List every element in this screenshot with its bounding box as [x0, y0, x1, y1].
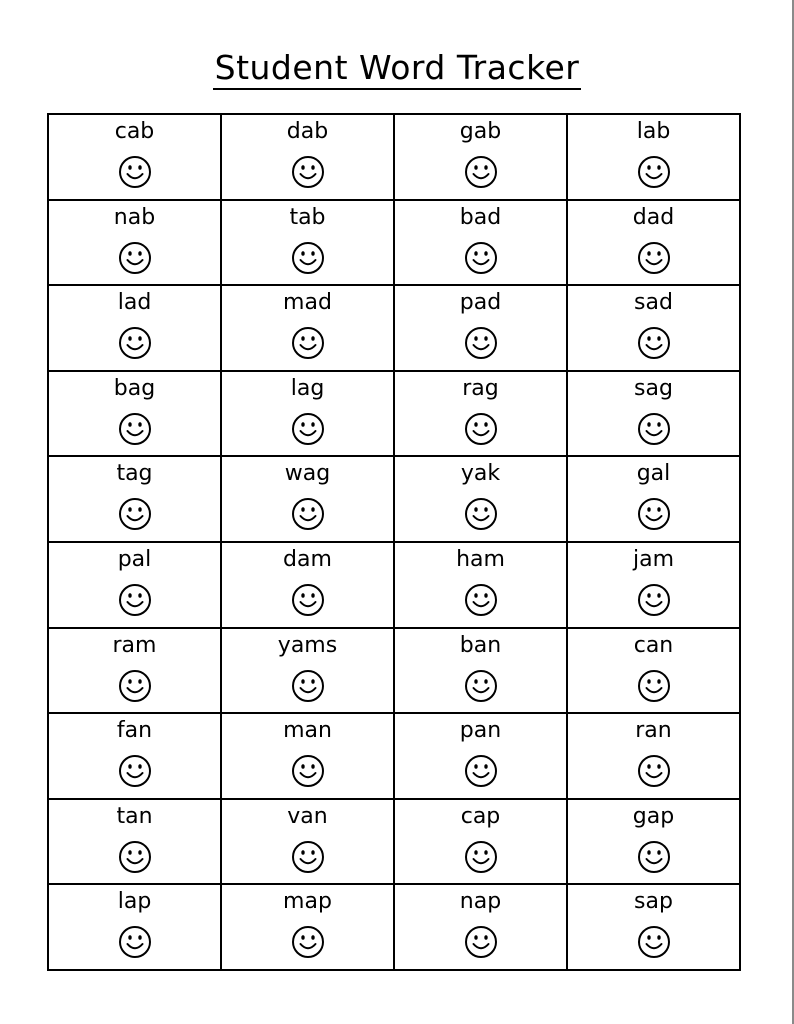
smiley-face-icon	[118, 155, 152, 189]
word-tracker-grid	[47, 113, 741, 971]
word-label: cab	[114, 119, 155, 144]
word-cell	[222, 372, 395, 458]
word-cell	[49, 629, 222, 715]
smiley-face-icon	[291, 669, 325, 703]
word-label: lad	[117, 290, 152, 316]
word-label: gal	[636, 461, 671, 487]
word-cell	[49, 115, 222, 201]
word-label: pad	[459, 290, 502, 316]
word-cell	[395, 457, 568, 543]
word-label: gap	[632, 803, 675, 829]
word-cell	[222, 629, 395, 715]
word-label: map	[283, 889, 332, 915]
smiley-face-icon	[637, 754, 671, 788]
word-cell	[568, 629, 741, 715]
word-label: tan	[116, 803, 153, 829]
smiley-face-icon	[637, 155, 671, 189]
smiley-face-icon	[291, 925, 325, 959]
word-label: sag	[634, 375, 673, 401]
word-cell	[49, 714, 222, 800]
smiley-face-icon	[118, 326, 152, 360]
word-label: wag	[284, 461, 331, 487]
smiley-face-icon	[637, 497, 671, 531]
word-cell	[222, 885, 395, 971]
smiley-face-icon	[118, 412, 152, 446]
word-cell	[395, 372, 568, 458]
smiley-face-icon	[291, 412, 325, 446]
word-label: jam	[632, 546, 675, 572]
word-label: sad	[634, 290, 673, 316]
smiley-face-icon	[464, 326, 498, 360]
word-label: ham	[456, 546, 505, 572]
smiley-face-icon	[464, 583, 498, 617]
smiley-face-icon	[464, 241, 498, 275]
smiley-face-icon	[637, 241, 671, 275]
word-cell	[49, 885, 222, 971]
smiley-face-icon	[637, 925, 671, 959]
word-cell	[222, 543, 395, 629]
word-label: nab	[113, 204, 156, 230]
word-cell	[49, 457, 222, 543]
word-cell	[395, 286, 568, 372]
smiley-face-icon	[291, 241, 325, 275]
smiley-face-icon	[464, 840, 498, 874]
word-cell	[49, 201, 222, 287]
word-label: van	[287, 803, 328, 829]
word-cell	[395, 115, 568, 201]
smiley-face-icon	[291, 840, 325, 874]
word-label: bag	[113, 375, 156, 401]
word-cell	[568, 286, 741, 372]
word-cell	[49, 372, 222, 458]
word-label: dam	[283, 546, 332, 572]
word-cell	[222, 714, 395, 800]
smiley-face-icon	[637, 326, 671, 360]
smiley-face-icon	[118, 583, 152, 617]
smiley-face-icon	[291, 155, 325, 189]
word-label: cap	[460, 803, 501, 829]
word-cell	[395, 629, 568, 715]
word-label: lab	[636, 119, 671, 144]
smiley-face-icon	[464, 669, 498, 703]
word-label: dab	[286, 119, 329, 144]
word-cell	[222, 800, 395, 886]
smiley-face-icon	[464, 412, 498, 446]
word-cell	[49, 543, 222, 629]
smiley-face-icon	[118, 669, 152, 703]
word-label: lag	[290, 375, 325, 401]
smiley-face-icon	[637, 412, 671, 446]
page-title-text: Student Word Tracker	[213, 48, 582, 90]
smiley-face-icon	[291, 754, 325, 788]
smiley-face-icon	[118, 840, 152, 874]
word-label: ram	[112, 632, 157, 658]
word-cell	[568, 885, 741, 971]
word-label: tag	[116, 461, 153, 487]
smiley-face-icon	[464, 497, 498, 531]
word-cell	[568, 714, 741, 800]
smiley-face-icon	[118, 241, 152, 275]
word-label: fan	[116, 718, 153, 744]
word-cell	[395, 800, 568, 886]
word-label: gab	[459, 119, 502, 144]
word-label: lap	[117, 889, 152, 915]
word-cell	[568, 543, 741, 629]
word-cell	[222, 286, 395, 372]
smiley-face-icon	[118, 925, 152, 959]
page-title	[0, 46, 794, 90]
smiley-face-icon	[637, 840, 671, 874]
word-label: man	[283, 718, 332, 744]
smiley-face-icon	[464, 925, 498, 959]
word-cell	[568, 372, 741, 458]
word-label: can	[633, 632, 674, 658]
word-label: bad	[459, 204, 502, 230]
smiley-face-icon	[637, 583, 671, 617]
word-label: pal	[117, 546, 152, 572]
word-label: ran	[635, 718, 672, 744]
word-cell	[395, 885, 568, 971]
word-cell	[395, 201, 568, 287]
smiley-face-icon	[291, 583, 325, 617]
word-cell	[49, 286, 222, 372]
smiley-face-icon	[464, 155, 498, 189]
word-cell	[222, 201, 395, 287]
word-label: yak	[460, 461, 501, 487]
smiley-face-icon	[291, 497, 325, 531]
word-cell	[568, 457, 741, 543]
word-cell	[49, 800, 222, 886]
word-label: rag	[462, 375, 499, 401]
word-cell	[222, 115, 395, 201]
smiley-face-icon	[464, 754, 498, 788]
word-cell	[395, 543, 568, 629]
word-label: ban	[459, 632, 502, 658]
word-label: mad	[283, 290, 332, 316]
word-cell	[568, 201, 741, 287]
word-label: sap	[634, 889, 673, 915]
word-cell	[395, 714, 568, 800]
word-label: dad	[632, 204, 675, 230]
word-label: yams	[277, 632, 338, 658]
word-cell	[568, 115, 741, 201]
word-label: tab	[289, 204, 326, 230]
smiley-face-icon	[637, 669, 671, 703]
word-label: nap	[459, 889, 502, 915]
smiley-face-icon	[118, 497, 152, 531]
word-cell	[222, 457, 395, 543]
word-cell	[568, 800, 741, 886]
smiley-face-icon	[118, 754, 152, 788]
smiley-face-icon	[291, 326, 325, 360]
word-label: pan	[459, 718, 502, 744]
